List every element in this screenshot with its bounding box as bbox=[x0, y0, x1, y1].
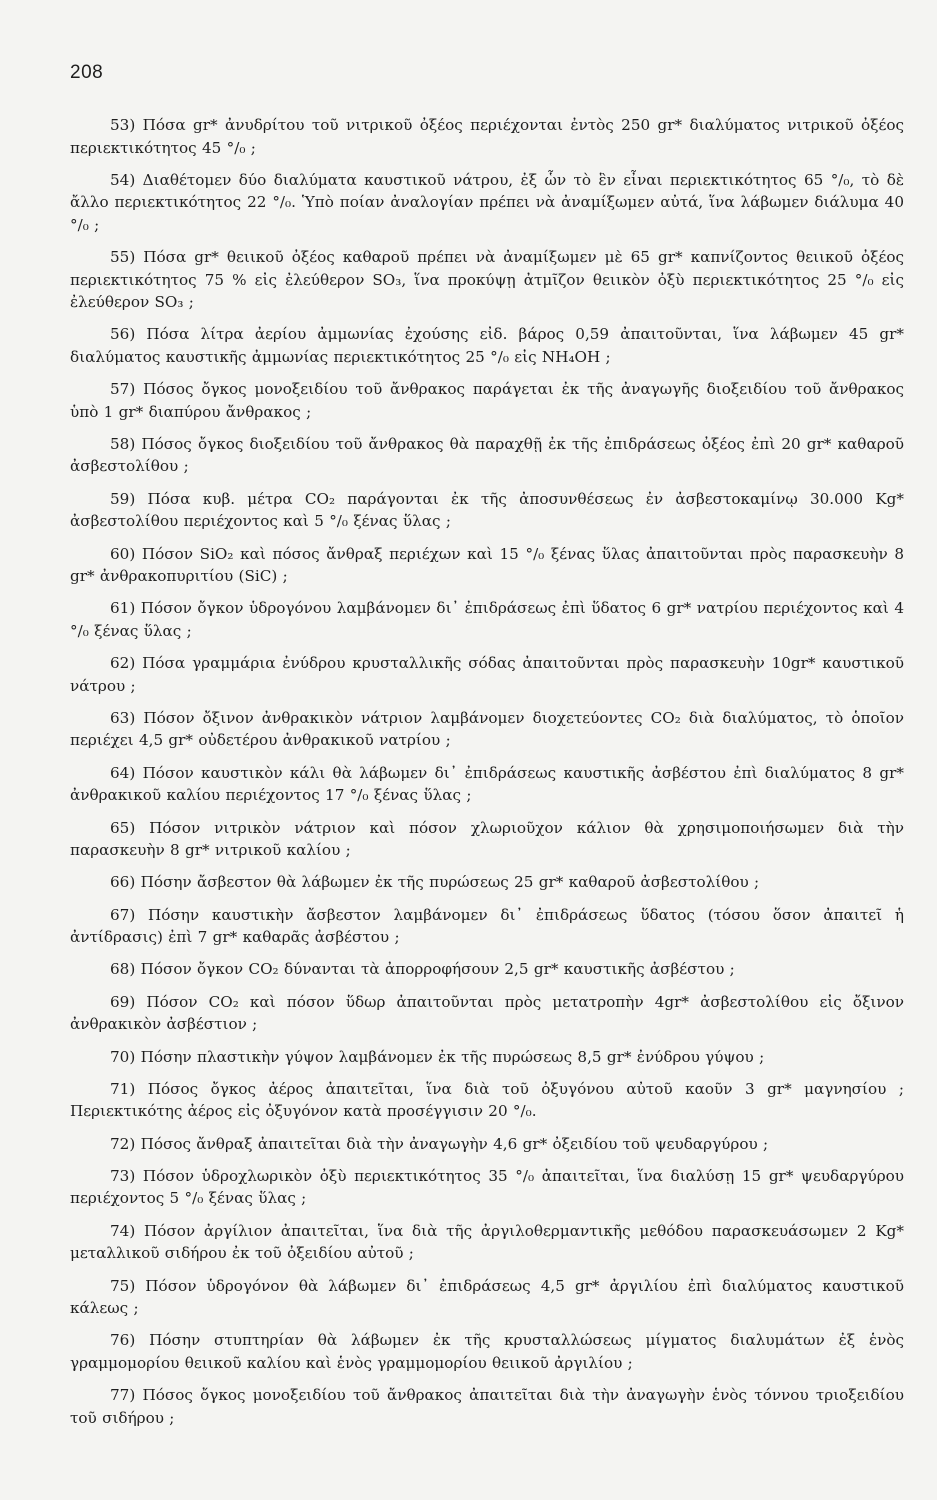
problem-59: 59) Πόσα κυβ. μέτρα CO₂ παράγονται ἐκ τῆς ἀποσυνθέσεως ἐν ἀσβεστοκαμίνῳ 30.000 Kg* ἀσβεστολίθου περιέχοντος καὶ 5 °/₀ ξένας ὕλας ; bbox=[70, 489, 904, 531]
problem-68: 68) Πόσον ὄγκον CO₂ δύνανται τὰ ἀπορροφήσουν 2,5 gr* καυστικῆς ἀσβέστου ; bbox=[110, 960, 735, 979]
problem-67: 67) Πόσην καυστικὴν ἄσβεστον λαμβάνομεν δι᾽ ἐπιδράσεως ὕδατος (τόσου ὅσον ἀπαιτεῖ ἡ ἀντίδρασις) ἐπὶ 7 gr* καθαρᾶς ἀσβέστου ; bbox=[70, 905, 904, 947]
problem-55: 55) Πόσα gr* θειικοῦ ὀξέος καθαροῦ πρέπει νὰ ἀναμίξωμεν μὲ 65 gr* καπνίζοντος θειικοῦ ὀξέος περιεκτικότητος 75 % εἰς ἐλεύθερον SO₃, ἵνα προκύψῃ ἀτμῖζον θειικὸν ὀξὺ περιεκτικότητος 25 °/₀ εἰς ἐλεύθερον SO₃ ; bbox=[70, 248, 904, 312]
problem-58: 58) Πόσος ὄγκος διοξειδίου τοῦ ἄνθρακος θὰ παραχθῇ ἐκ τῆς ἐπιδράσεως ὀξέος ἐπὶ 20 gr* καθαροῦ ἀσβεστολίθου ; bbox=[70, 434, 904, 476]
problem-65: 65) Πόσον νιτρικὸν νάτριον καὶ πόσον χλωριοῦχον κάλιον θὰ χρησιμοποιήσωμεν διὰ τὴν παρασκευὴν 8 gr* νιτρικοῦ καλίου ; bbox=[70, 818, 904, 860]
problem-63: 63) Πόσον ὄξινον ἀνθρακικὸν νάτριον λαμβάνομεν διοχετεύοντες CO₂ διὰ διαλύματος, τὸ ὁποῖον περιέχει 4,5 gr* οὐδετέρου ἀνθρακικοῦ νατρίου ; bbox=[70, 708, 904, 750]
problem-57: 57) Πόσος ὄγκος μονοξειδίου τοῦ ἄνθρακος παράγεται ἐκ τῆς ἀναγωγῆς διοξειδίου τοῦ ἄνθρακος ὑπὸ 1 gr* διαπύρου ἄνθρακος ; bbox=[70, 380, 904, 421]
problem-56: 56) Πόσα λίτρα ἀερίου ἀμμωνίας ἐχούσης εἰδ. βάρος 0,59 ἀπαιτοῦνται, ἵνα λάβωμεν 45 gr* διαλύματος καυστικῆς ἀμμωνίας περιεκτικότητος 25 °/₀ εἰς NH₄OH ; bbox=[70, 325, 904, 366]
page-number: 208 bbox=[70, 62, 104, 83]
problem-54: 54) Διαθέτομεν δύο διαλύματα καυστικοῦ νάτρου, ἐξ ὧν τὸ ἓν εἶναι περιεκτικότητος 65 °/₀, τὸ δὲ ἄλλο περιεκτικότητος 22 °/₀. Ὑπὸ ποίαν ἀναλογίαν πρέπει νὰ ἀναμίξωμεν αὐτά, ἵνα λάβωμεν διάλυμα 40 °/₀ ; bbox=[70, 170, 904, 234]
problem-76: 76) Πόσην στυπτηρίαν θὰ λάβωμεν ἐκ τῆς κρυσταλλώσεως μίγματος διαλυμάτων ἐξ ἑνὸς γραμμομορίου θειικοῦ καλίου καὶ ἑνὸς γραμμομορίου θειικοῦ ἀργιλίου ; bbox=[70, 1331, 904, 1372]
problem-77: 77) Πόσος ὄγκος μονοξειδίου τοῦ ἄνθρακος ἀπαιτεῖται διὰ τὴν ἀναγωγὴν ἑνὸς τόννου τριοξειδίου τοῦ σιδήρου ; bbox=[70, 1386, 904, 1427]
problem-71: 71) Πόσος ὄγκος ἀέρος ἀπαιτεῖται, ἵνα διὰ τοῦ ὀξυγόνου αὐτοῦ καοῦν 3 gr* μαγνησίου ; Περιεκτικότης ἀέρος εἰς ὀξυγόνον κατὰ προσέγγισιν 20 °/₀. bbox=[70, 1079, 904, 1121]
problem-62: 62) Πόσα γραμμάρια ἐνύδρου κρυσταλλικῆς σόδας ἀπαιτοῦνται πρὸς παρασκευὴν 10gr* καυστικοῦ νάτρου ; bbox=[70, 654, 904, 695]
problem-70: 70) Πόσην πλαστικὴν γύψον λαμβάνομεν ἐκ τῆς πυρώσεως 8,5 gr* ἐνύδρου γύψου ; bbox=[110, 1047, 765, 1066]
problem-64: 64) Πόσον καυστικὸν κάλι θὰ λάβωμεν δι᾽ ἐπιδράσεως καυστικῆς ἀσβέστου ἐπὶ διαλύματος 8 gr* ἀνθρακικοῦ καλίου περιέχοντος 17 °/₀ ξένας ὕλας ; bbox=[70, 763, 904, 805]
problem-69: 69) Πόσον CO₂ καὶ πόσον ὕδωρ ἀπαιτοῦνται πρὸς μετατροπὴν 4gr* ἀσβεστολίθου εἰς ὄξινον ἀνθρακικὸν ἀσβέστιον ; bbox=[70, 992, 904, 1034]
problem-75: 75) Πόσον ὑδρογόνον θὰ λάβωμεν δι᾽ ἐπιδράσεως 4,5 gr* ἀργιλίου ἐπὶ διαλύματος καυστικοῦ κάλεως ; bbox=[70, 1276, 904, 1318]
problem-61: 61) Πόσον ὄγκον ὑδρογόνου λαμβάνομεν δι᾽ ἐπιδράσεως ἐπὶ ὕδατος 6 gr* νατρίου περιέχοντος καὶ 4 °/₀ ξένας ὕλας ; bbox=[70, 599, 904, 640]
problem-66: 66) Πόσην ἄσβεστον θὰ λάβωμεν ἐκ τῆς πυρώσεως 25 gr* καθαροῦ ἀσβεστολίθου ; bbox=[110, 873, 760, 892]
problem-60: 60) Πόσον SiO₂ καὶ πόσος ἄνθραξ περιέχων καὶ 15 °/₀ ξένας ὕλας ἀπαιτοῦνται πρὸς παρασκευὴν 8 gr* ἀνθρακοπυριτίου (SiC) ; bbox=[70, 544, 904, 586]
problem-73: 73) Πόσον ὑδροχλωρικὸν ὀξὺ περιεκτικότητος 35 °/₀ ἀπαιτεῖται, ἵνα διαλύσῃ 15 gr* ψευδαργύρου περιέχοντος 5 °/₀ ξένας ὕλας ; bbox=[70, 1166, 904, 1208]
problem-72: 72) Πόσος ἄνθραξ ἀπαιτεῖται διὰ τὴν ἀναγωγὴν 4,6 gr* ὀξειδίου τοῦ ψευδαργύρου ; bbox=[110, 1134, 769, 1153]
problem-53: 53) Πόσα gr* ἀνυδρίτου τοῦ νιτρικοῦ ὀξέος περιέχονται ἐντὸς 250 gr* διαλύματος νιτρικοῦ ὀξέος περιεκτικότητος 45 °/₀ ; bbox=[70, 116, 904, 157]
problem-74: 74) Πόσον ἀργίλιον ἀπαιτεῖται, ἵνα διὰ τῆς ἀργιλοθερμαντικῆς μεθόδου παρασκευάσωμεν 2 Kg* μεταλλικοῦ σιδήρου ἐκ τοῦ ὀξειδίου αὐτοῦ ; bbox=[70, 1221, 904, 1263]
problem-list bbox=[70, 114, 904, 1439]
